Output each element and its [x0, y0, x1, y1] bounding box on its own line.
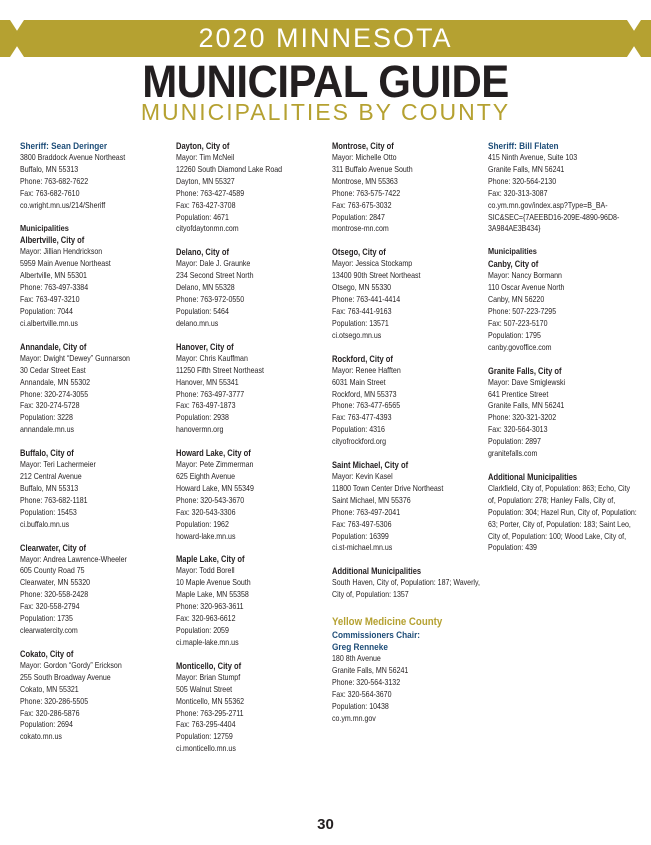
municipalities-heading: Municipalities [20, 222, 69, 233]
municipality-entry [176, 447, 326, 542]
entry-line: Hanover, MN 55341 [176, 377, 239, 387]
entry-line: cityofrockford.org [332, 437, 387, 447]
municipality-name: Clearwater, City of [20, 542, 87, 553]
entry-line: Phone: 763-682-1181 [20, 495, 88, 505]
entry-line: Fax: 507-223-5170 [488, 318, 548, 328]
municipality-entry [20, 234, 170, 329]
municipality-name: Maple Lake, City of [176, 554, 245, 565]
entry-line: Phone: 320-321-3202 [488, 413, 557, 423]
entry-line: 10 Maple Avenue South [176, 578, 251, 588]
entry-line: Phone: 507-223-7295 [488, 306, 557, 316]
entry-line: Phone: 320-543-3670 [176, 495, 245, 505]
entry-line: Fax: 763-295-4404 [176, 720, 236, 730]
additional-municipalities [488, 471, 638, 554]
municipality-name: Rockford, City of [332, 353, 393, 364]
entry-line: Fax: 763-477-4393 [332, 413, 392, 423]
entry-line: Population: 1735 [20, 614, 73, 624]
entry-line: ci.otsego.mn.us [332, 330, 382, 340]
sheriff-line: Phone: 320-564-2130 [488, 176, 557, 186]
entry-line: 30 Cedar Street East [20, 365, 86, 375]
entry-line: Fax: 763-497-1873 [176, 401, 236, 411]
entry-line: Mayor: Teri Lachermeier [20, 460, 96, 470]
entry-line: Dayton, MN 55327 [176, 176, 235, 186]
entry-line: canby.govoffice.com [488, 342, 552, 352]
entry-line: Phone: 763-295-2711 [176, 708, 244, 718]
entry-line: Population: 5464 [176, 306, 229, 316]
sheriff-line: 3800 Braddock Avenue Northeast [20, 153, 126, 162]
additional-municipalities [332, 565, 482, 601]
entry-line: Phone: 763-477-6565 [332, 401, 401, 411]
entry-line: Mayor: Tim McNeil [176, 153, 235, 162]
entry-line: cokato.mn.us [20, 732, 62, 742]
entry-line: ci.monticello.mn.us [176, 744, 236, 754]
entry-line: Mayor: Nancy Bormann [488, 271, 562, 281]
entry-line: Population: 3228 [20, 413, 73, 423]
entry-line: Maple Lake, MN 55358 [176, 590, 249, 600]
entry-line: Phone: 320-274-3055 [20, 389, 89, 399]
municipality-name: Saint Michael, City of [332, 460, 409, 471]
entry-line: cityofdaytonmn.com [176, 224, 239, 234]
entry-line: 12260 South Diamond Lake Road [176, 164, 283, 174]
sheriff-heading: Sheriff: Sean Deringer [20, 140, 108, 151]
entry-line: Fax: 320-543-3306 [176, 507, 236, 517]
sheriff-line: Fax: 763-682-7610 [20, 188, 80, 198]
municipality-name: Howard Lake, City of [176, 448, 251, 459]
chair-line: Fax: 320-564-3670 [332, 689, 392, 699]
municipalities-heading: Municipalities [488, 246, 537, 257]
entry-line: ci.st-michael.mn.us [332, 543, 393, 553]
chair-line: Granite Falls, MN 56241 [332, 666, 409, 676]
entry-line: 255 South Broadway Avenue [20, 672, 111, 682]
entry-line: Fax: 763-441-9163 [332, 306, 392, 316]
entry-line: 234 Second Street North [176, 271, 254, 281]
entry-line: Phone: 763-497-3384 [20, 283, 89, 293]
chair-name: Greg Renneke [332, 641, 388, 653]
additional-heading: Additional Municipalities [488, 471, 578, 482]
entry-line: Population: 2694 [20, 720, 73, 730]
entry-line: Buffalo, MN 55313 [20, 483, 79, 493]
entry-line: ci.buffalo.mn.us [20, 519, 70, 529]
entry-line: Population: 1962 [176, 519, 229, 529]
entry-line: Annandale, MN 55302 [20, 377, 91, 387]
entry-line: Phone: 763-497-2041 [332, 507, 401, 517]
entry-line: Mayor: Renee Hafften [332, 365, 401, 375]
entry-line: Population: 13571 [332, 318, 389, 328]
sheriff-line: Fax: 320-313-3087 [488, 188, 548, 198]
municipality-entry [20, 341, 170, 436]
entry-line: Montrose, MN 55363 [332, 176, 398, 186]
entry-line: Population: 12759 [176, 732, 233, 742]
additional-list: Clarkfield, City of, Population: 863; Echo, City of, Population: 278; Hanley Falls, City of, Population: 304; Hazel Run, City of, Population: 63; Porter, City of, Population: 183; Saint Leo, City of, Population: 100; Wood Lake, City of, Population: 439 [488, 483, 637, 553]
chair-line: 180 8th Avenue [332, 654, 381, 664]
entry-line: ci.albertville.mn.us [20, 318, 78, 328]
page-number: 30 [317, 816, 334, 833]
entry-line: delano.mn.us [176, 318, 219, 328]
entry-line: 5959 Main Avenue Northeast [20, 259, 111, 269]
entry-line: 13400 90th Street Northeast [332, 271, 421, 281]
sheriff-line: 415 Ninth Avenue, Suite 103 [488, 153, 578, 162]
entry-line: Howard Lake, MN 55349 [176, 483, 254, 493]
entry-line: Population: 7044 [20, 306, 73, 316]
entry-line: 625 Eighth Avenue [176, 472, 235, 482]
municipality-entry [332, 459, 482, 554]
sheriff-line: 3A984AE3B434} [488, 224, 541, 234]
municipality-entry [332, 140, 482, 235]
entry-line: Mayor: Gordon “Gordy” Erickson [20, 660, 122, 670]
page-title: MUNICIPAL GUIDE [142, 56, 509, 107]
county-heading: Yellow Medicine County [332, 616, 443, 629]
entry-line: Population: 1795 [488, 330, 541, 340]
entry-line: Population: 2847 [332, 212, 385, 222]
sheriff-line: Buffalo, MN 55313 [20, 164, 79, 174]
column-2 [176, 140, 326, 766]
entry-line: Fax: 763-497-3210 [20, 295, 80, 305]
entry-line: annandale.mn.us [20, 425, 75, 435]
entry-line: Phone: 320-963-3611 [176, 602, 244, 612]
entry-line: Population: 4316 [332, 425, 385, 435]
entry-line: Population: 2059 [176, 626, 229, 635]
entry-line: Rockford, MN 55373 [332, 389, 397, 399]
entry-line: 212 Central Avenue [20, 472, 82, 482]
entry-line: Population: 16399 [332, 531, 389, 541]
additional-heading: Additional Municipalities [332, 566, 422, 577]
entry-line: 641 Prentice Street [488, 389, 549, 399]
entry-line: Mayor: Dale J. Graunke [176, 259, 251, 269]
entry-line: 11250 Fifth Street Northeast [176, 365, 264, 375]
column-3 [332, 140, 482, 725]
entry-line: Mayor: Todd Borell [176, 566, 235, 576]
entry-line: Saint Michael, MN 55376 [332, 495, 411, 505]
entry-line: hanovermn.org [176, 425, 224, 435]
municipality-entry [176, 553, 326, 648]
municipality-entry [488, 365, 638, 460]
entry-line: Fax: 320-274-5728 [20, 401, 80, 411]
municipality-name: Annandale, City of [20, 341, 87, 352]
column-4 [488, 140, 638, 565]
entry-line: Canby, MN 56220 [488, 295, 545, 305]
entry-line: Granite Falls, MN 56241 [488, 401, 565, 411]
entry-line: Phone: 763-427-4589 [176, 188, 245, 198]
entry-line: montrose-mn.com [332, 224, 389, 234]
municipality-entry [332, 246, 482, 341]
entry-line: Phone: 763-497-3777 [176, 389, 245, 399]
sheriff-block [488, 140, 638, 235]
entry-line: Mayor: Brian Stumpf [176, 672, 241, 682]
municipality-name: Monticello, City of [176, 660, 242, 671]
entry-line: 11800 Town Center Drive Northeast [332, 483, 444, 493]
municipality-name: Delano, City of [176, 247, 229, 258]
sheriff-line: Granite Falls, MN 56241 [488, 164, 565, 174]
column-1 [20, 140, 170, 754]
entry-line: Mayor: Jessica Stockamp [332, 259, 413, 269]
entry-line: 605 County Road 75 [20, 566, 85, 576]
sheriff-line: Phone: 763-682-7622 [20, 176, 89, 186]
municipality-entry [176, 341, 326, 436]
entry-line: Phone: 320-286-5505 [20, 696, 89, 706]
entry-line: Population: 2897 [488, 437, 541, 447]
entry-line: Population: 15453 [20, 507, 77, 517]
entry-line: Monticello, MN 55362 [176, 696, 245, 706]
municipality-name: Albertville, City of [20, 235, 85, 246]
municipality-name: Dayton, City of [176, 141, 230, 151]
entry-line: Clearwater, MN 55320 [20, 578, 91, 588]
entry-line: Phone: 320-558-2428 [20, 590, 89, 600]
chair-line: co.ym.mn.gov [332, 713, 376, 723]
municipality-name: Otsego, City of [332, 247, 386, 258]
municipality-entry [20, 648, 170, 743]
entry-line: 110 Oscar Avenue North [488, 283, 565, 293]
municipality-name: Granite Falls, City of [488, 365, 562, 376]
chair-line: Phone: 320-564-3132 [332, 678, 401, 687]
entry-line: Phone: 763-441-4414 [332, 295, 401, 305]
chair-label: Commissioners Chair: [332, 629, 421, 641]
entry-line: Otsego, MN 55330 [332, 283, 392, 293]
entry-line: ci.maple-lake.mn.us [176, 637, 239, 647]
entry-line: Mayor: Jillian Hendrickson [20, 247, 103, 257]
entry-line: Phone: 763-575-7422 [332, 188, 401, 198]
entry-line: howard-lake.mn.us [176, 531, 236, 541]
entry-line: Population: 4671 [176, 212, 229, 222]
entry-line: Fax: 320-564-3013 [488, 425, 548, 435]
sheriff-block [20, 140, 170, 212]
sheriff-heading: Sheriff: Bill Flaten [488, 140, 559, 151]
municipality-entry [176, 660, 326, 755]
entry-line: Cokato, MN 55321 [20, 684, 79, 694]
chair-line: Population: 10438 [332, 701, 389, 711]
entry-line: Delano, MN 55328 [176, 283, 235, 293]
entry-line: Fax: 320-558-2794 [20, 602, 80, 612]
banner-text: 2020 MINNESOTA [198, 23, 453, 53]
municipality-entry [332, 353, 482, 448]
entry-line: 6031 Main Street [332, 377, 386, 387]
entry-line: Fax: 320-963-6612 [176, 614, 236, 624]
entry-line: Mayor: Kevin Kasel [332, 472, 393, 482]
entry-line: Mayor: Dave Smiglewski [488, 377, 566, 387]
entry-line: 505 Walnut Street [176, 684, 233, 694]
sheriff-line: SIC&SEC={7AEEBD16-209E-4890-96D8- [488, 212, 620, 222]
municipality-name: Buffalo, City of [20, 448, 74, 459]
entry-line: Fax: 763-675-3032 [332, 200, 392, 210]
entry-line: clearwatercity.com [20, 626, 78, 635]
municipality-entry [20, 542, 170, 637]
municipality-name: Hanover, City of [176, 341, 234, 352]
entry-line: Phone: 763-972-0550 [176, 295, 245, 305]
county-block [332, 615, 482, 724]
sheriff-line: co.ym.mn.gov/index.asp?Type=B_BA- [488, 200, 608, 210]
title-banner [0, 20, 651, 57]
entry-line: Fax: 763-427-3708 [176, 200, 236, 210]
entry-line: Albertville, MN 55301 [20, 271, 87, 281]
additional-list: South Haven, City of, Population: 187; Waverly, City of, Population: 1357 [332, 578, 480, 600]
municipality-name: Montrose, City of [332, 141, 394, 151]
municipality-entry [176, 246, 326, 329]
entry-line: Fax: 320-286-5876 [20, 708, 80, 718]
entry-line: Mayor: Michelle Otto [332, 153, 397, 162]
entry-line: granitefalls.com [488, 449, 538, 459]
municipality-entry [20, 447, 170, 530]
sheriff-line: co.wright.mn.us/214/Sheriff [20, 200, 106, 210]
municipality-entry [488, 258, 638, 353]
entry-line: Fax: 763-497-5306 [332, 519, 392, 529]
municipality-name: Cokato, City of [20, 648, 74, 659]
entry-line: Population: 2938 [176, 413, 229, 423]
entry-line: Mayor: Dwight “Dewey” Gunnarson [20, 353, 130, 363]
municipality-entry [176, 140, 326, 235]
page-subtitle: MUNICIPALITIES BY COUNTY [140, 99, 511, 125]
entry-line: 311 Buffalo Avenue South [332, 164, 413, 174]
entry-line: Mayor: Pete Zimmerman [176, 460, 254, 470]
entry-line: Mayor: Chris Kauffman [176, 353, 248, 363]
municipality-name: Canby, City of [488, 259, 539, 270]
entry-line: Mayor: Andrea Lawrence-Wheeler [20, 554, 127, 564]
